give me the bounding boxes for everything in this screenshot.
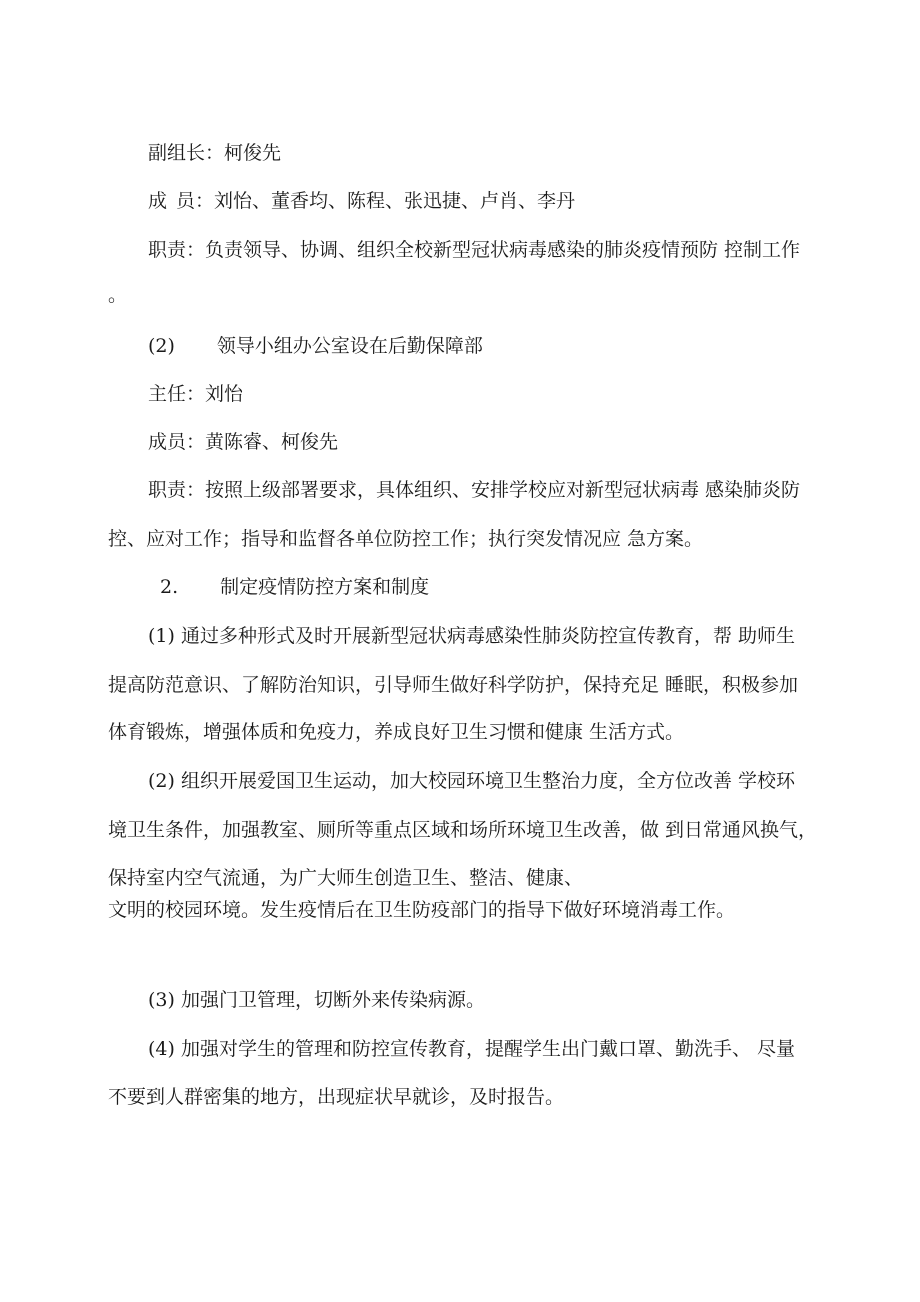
- item2-line-4: 文明的校园环境。发生疫情后在卫生防疫部门的指导下做好环境消毒工作。: [108, 899, 736, 921]
- duty2-line-2: 控、应对工作；指导和监督各单位防控工作；执行突发情况应 急方案。: [108, 528, 704, 550]
- item2-line-1: (2) 组织开展爱国卫生运动，加大校园环境卫生整治力度，全方位改善 学校环: [148, 770, 795, 792]
- item3-line-1: (3) 加强门卫管理，切断外来传染病源。: [148, 989, 485, 1011]
- item1-line-3: 体育锻炼，增强体质和免疫力，养成良好卫生习惯和健康 生活方式。: [108, 721, 685, 743]
- item1-line-2: 提高防范意识、了解防治知识，引导师生做好科学防护，保持充足 睡眠，积极参加: [108, 674, 799, 696]
- item2-line-3: 保持室内空气流通，为广大师生创造卫生、整洁、健康、: [108, 867, 584, 889]
- item2-line-2: 境卫生条件，加强教室、厕所等重点区域和场所环境卫生改善，做 到日常通风换气，: [108, 819, 818, 841]
- section2-heading: [160, 578, 429, 597]
- item4-line-2: 不要到人群密集的地方，出现症状早就诊，及时报告。: [108, 1086, 565, 1108]
- members-label: 成: [148, 190, 168, 212]
- duty1-line-2: 。: [108, 284, 128, 306]
- members-line: [148, 192, 575, 211]
- office-number: (2): [148, 335, 175, 357]
- item4-line-1: (4) 加强对学生的管理和防控宣传教育，提醒学生出门戴口罩、勤洗手、 尽量: [148, 1038, 795, 1060]
- director-line: 主任：刘怡: [148, 383, 244, 405]
- duty2-line-1: 职责：按照上级部署要求，具体组织、安排学校应对新型冠状病毒 感染肺炎防: [148, 479, 801, 501]
- section2-number: 2.: [160, 576, 179, 598]
- office-text: 领导小组办公室设在后勤保障部: [216, 335, 483, 357]
- office-heading: [148, 337, 483, 356]
- office-members-line: 成员：黄陈睿、柯俊先: [148, 431, 339, 453]
- duty1-line-1: 职责：负责领导、协调、组织全校新型冠状病毒感染的肺炎疫情预防 控制工作: [148, 239, 801, 261]
- members-text: 员：刘怡、董香均、陈程、张迅捷、卢肖、李丹: [176, 190, 576, 212]
- section2-title: 制定疫情防控方案和制度: [220, 576, 430, 598]
- vice-leader-line: 副组长：柯俊先: [148, 142, 282, 164]
- item1-line-1: (1) 通过多种形式及时开展新型冠状病毒感染性肺炎防控宣传教育，帮 助师生: [148, 625, 795, 647]
